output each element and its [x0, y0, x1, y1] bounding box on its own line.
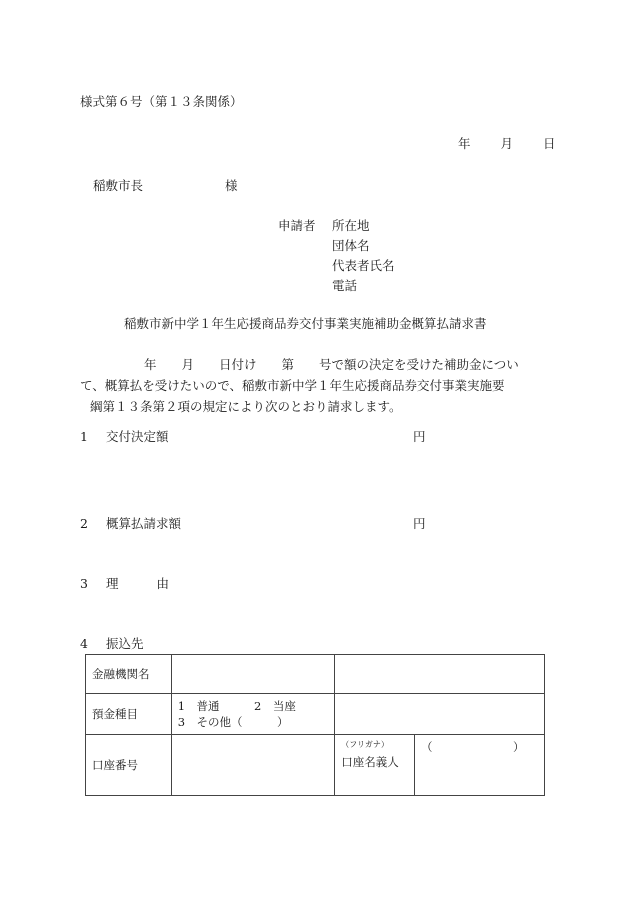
account-number-label: 口座番号	[86, 735, 172, 796]
furigana-label: （フリガナ）	[341, 740, 389, 749]
body-paragraph	[80, 354, 550, 417]
addressee	[93, 178, 238, 194]
addressee-name: 稲敷市長	[93, 178, 144, 193]
account-type-label: 預金種目	[86, 694, 172, 735]
table-row	[86, 735, 545, 796]
body-line: て、概算払を受けたいので、稲敷市新中学１年生応援商品券交付事業実施要	[80, 378, 505, 393]
grant-amount-unit: 円	[413, 429, 426, 444]
date-year: 年	[458, 136, 471, 151]
date-month: 月	[500, 136, 514, 151]
table-row	[86, 694, 545, 735]
item-number: 2	[80, 516, 88, 531]
account-number-input[interactable]	[171, 735, 335, 796]
item-reason	[80, 576, 169, 592]
form-number: 様式第６号（第１３条関係）	[80, 94, 243, 109]
item-bank-destination	[80, 636, 144, 652]
institution-label: 金融機関名	[86, 655, 172, 694]
holder-label-cell	[335, 735, 415, 796]
account-type-options-line: 3 その他（ ）	[177, 715, 289, 729]
addressee-honorific: 様	[225, 178, 238, 193]
account-type-options-line: 1 普通 2 当座	[177, 699, 296, 713]
body-line: 年 月 日付け 第 号で額の決定を受けた補助金につい	[144, 357, 519, 372]
request-amount-unit: 円	[413, 516, 426, 531]
item-label-part: 理	[106, 576, 119, 591]
item-label: 概算払請求額	[106, 516, 182, 531]
applicant-address-label: 所在地	[332, 218, 370, 233]
item-request-amount	[80, 516, 181, 532]
applicant-phone-label: 電話	[332, 278, 358, 293]
applicant-label: 申請者	[278, 218, 316, 233]
item-number: 1	[80, 429, 88, 444]
holder-input[interactable]	[415, 735, 545, 796]
furigana-parens: （ ）	[421, 740, 525, 754]
item-grant-amount	[80, 429, 169, 445]
bank-transfer-table	[85, 654, 545, 796]
holder-label: 口座名義人	[341, 755, 399, 769]
institution-branch-input[interactable]	[335, 655, 545, 694]
table-row	[86, 655, 545, 694]
date-day: 日	[543, 136, 556, 151]
account-type-options[interactable]	[171, 694, 335, 735]
item-number: 3	[80, 576, 88, 591]
item-label-part: 由	[156, 576, 170, 591]
applicant-representative-label: 代表者氏名	[332, 258, 395, 273]
item-label: 交付決定額	[106, 429, 169, 444]
applicant-fields	[332, 218, 395, 298]
body-line: 綱第１３条第２項の規定により次のとおり請求します。	[90, 399, 402, 414]
account-type-extra	[335, 694, 545, 735]
date-line	[458, 136, 556, 152]
item-number: 4	[80, 636, 88, 651]
document-title: 稲敷市新中学１年生応援商品券交付事業実施補助金概算払請求書	[124, 316, 487, 331]
institution-input[interactable]	[171, 655, 335, 694]
applicant-org-label: 団体名	[332, 238, 370, 253]
item-label: 振込先	[106, 636, 144, 651]
